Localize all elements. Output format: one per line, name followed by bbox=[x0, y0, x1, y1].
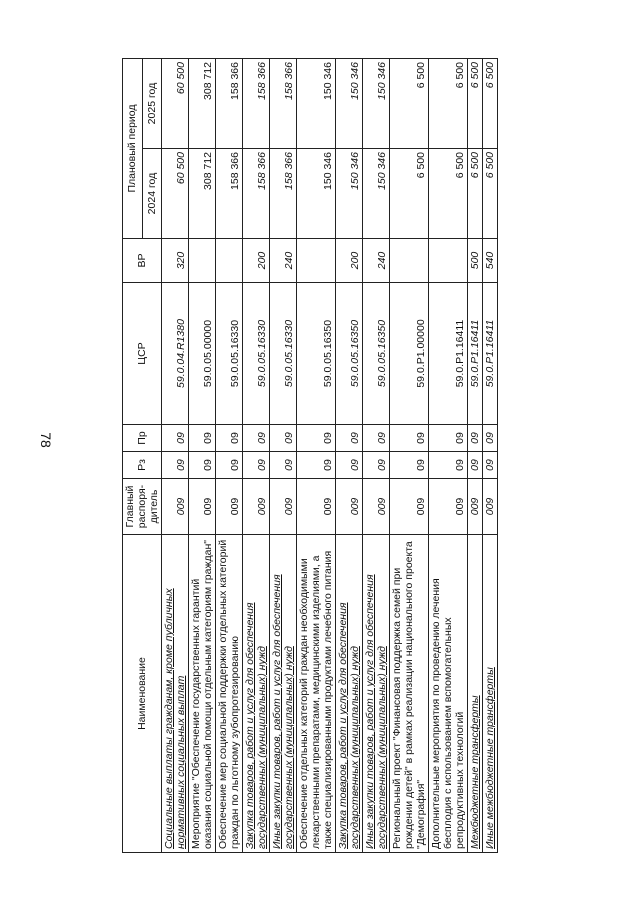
cell-gr bbox=[297, 479, 336, 535]
cell-csr bbox=[162, 283, 189, 425]
cell-gr-text: 009 bbox=[454, 497, 466, 516]
cell-csr-text: 59.0.05.16350 bbox=[322, 319, 334, 388]
cell-csr-text: 59.0.Р1.16411 bbox=[484, 319, 496, 388]
cell-v2025 bbox=[390, 59, 429, 149]
cell-csr bbox=[429, 283, 468, 425]
cell-v2024-text: 158 366 bbox=[256, 152, 268, 190]
cell-vr-text: 200 bbox=[256, 251, 268, 270]
cell-v2024 bbox=[363, 149, 390, 239]
cell-name bbox=[189, 535, 216, 853]
cell-vr-text: 200 bbox=[349, 251, 361, 270]
table-row bbox=[189, 59, 216, 853]
cell-v2024 bbox=[468, 149, 483, 239]
cell-v2025-text: 158 366 bbox=[283, 62, 295, 100]
cell-vr bbox=[483, 239, 498, 283]
cell-v2024 bbox=[429, 149, 468, 239]
cell-vr bbox=[189, 239, 216, 283]
header-csr: ЦСР bbox=[123, 283, 162, 425]
cell-name bbox=[243, 535, 270, 853]
cell-rz bbox=[363, 452, 390, 479]
cell-v2025 bbox=[297, 59, 336, 149]
cell-v2025-text: 6 500 bbox=[484, 62, 496, 89]
cell-gr bbox=[270, 479, 297, 535]
cell-pr bbox=[336, 425, 363, 452]
cell-rz bbox=[468, 452, 483, 479]
cell-gr-text: 009 bbox=[484, 497, 496, 516]
table-row bbox=[483, 59, 498, 853]
cell-rz-text: 09 bbox=[229, 459, 241, 471]
cell-rz bbox=[297, 452, 336, 479]
cell-name-text: Мероприятие "Обеспечение государственных гарантий оказания социальной помощи отдельным категориям граждан" bbox=[190, 540, 214, 849]
cell-csr bbox=[390, 283, 429, 425]
cell-v2025 bbox=[270, 59, 297, 149]
cell-csr-text: 59.0.Р1.16411 bbox=[454, 319, 466, 388]
cell-csr bbox=[243, 283, 270, 425]
cell-name-text: Дополнительные мероприятия по проведению лечения бесплодия с использованием вспомогательных репродуктивных технологий bbox=[430, 578, 466, 849]
cell-rz-text: 09 bbox=[175, 459, 187, 471]
table-row bbox=[468, 59, 483, 853]
cell-pr bbox=[270, 425, 297, 452]
rotated-table-wrapper bbox=[122, 59, 586, 853]
cell-rz-text: 09 bbox=[415, 459, 427, 471]
cell-gr-text: 009 bbox=[415, 497, 427, 516]
cell-vr-text: 540 bbox=[484, 251, 496, 270]
cell-v2024-text: 158 366 bbox=[229, 152, 241, 190]
cell-rz-text: 09 bbox=[202, 459, 214, 471]
table-row bbox=[162, 59, 189, 853]
cell-pr bbox=[162, 425, 189, 452]
cell-csr bbox=[216, 283, 243, 425]
cell-csr-text: 59.0.05.16330 bbox=[229, 319, 241, 388]
cell-rz bbox=[429, 452, 468, 479]
cell-name-text: Иные закупки товаров, работ и услуг для обеспечения государственных (муниципальных) нужд bbox=[271, 574, 295, 849]
header-period: Плановый период bbox=[123, 59, 143, 239]
cell-v2025-text: 6 500 bbox=[415, 62, 427, 89]
table-row bbox=[270, 59, 297, 853]
cell-csr bbox=[189, 283, 216, 425]
cell-name bbox=[483, 535, 498, 853]
cell-rz bbox=[216, 452, 243, 479]
cell-csr-text: 59.0.04.R1380 bbox=[175, 319, 187, 388]
cell-v2025-text: 158 366 bbox=[229, 62, 241, 100]
cell-v2025-text: 308 712 bbox=[202, 62, 214, 100]
cell-gr bbox=[429, 479, 468, 535]
cell-v2024 bbox=[162, 149, 189, 239]
cell-v2025-text: 150 346 bbox=[349, 62, 361, 100]
cell-v2024-text: 6 500 bbox=[469, 152, 481, 179]
cell-v2024-text: 158 366 bbox=[283, 152, 295, 190]
cell-v2025-text: 158 366 bbox=[256, 62, 268, 100]
cell-v2025 bbox=[429, 59, 468, 149]
cell-v2024 bbox=[243, 149, 270, 239]
cell-name-text: Обеспечение мер социальной поддержки отдельных категорий граждан по льготному зубопротезированию bbox=[217, 539, 241, 849]
cell-v2025-text: 6 500 bbox=[454, 62, 466, 89]
cell-pr-text: 09 bbox=[229, 432, 241, 444]
cell-pr-text: 09 bbox=[349, 432, 361, 444]
cell-name-text: Обеспечение отдельных категорий граждан необходимыми лекарственными препаратами, медицинскими изделиями, а также специализированными продуктами лечебного питания bbox=[298, 550, 334, 849]
cell-gr-text: 009 bbox=[349, 497, 361, 516]
cell-gr-text: 009 bbox=[283, 497, 295, 516]
cell-name bbox=[162, 535, 189, 853]
cell-rz bbox=[243, 452, 270, 479]
cell-gr-text: 009 bbox=[202, 497, 214, 516]
cell-v2024 bbox=[336, 149, 363, 239]
cell-pr bbox=[429, 425, 468, 452]
cell-pr-text: 09 bbox=[283, 432, 295, 444]
cell-csr-text: 59.0.05.00000 bbox=[202, 319, 214, 388]
cell-v2024-text: 6 500 bbox=[415, 152, 427, 179]
cell-v2024-text: 150 346 bbox=[376, 152, 388, 190]
cell-gr-text: 009 bbox=[376, 497, 388, 516]
cell-vr-text: 320 bbox=[175, 251, 187, 270]
cell-vr bbox=[336, 239, 363, 283]
cell-v2024 bbox=[189, 149, 216, 239]
cell-v2024 bbox=[297, 149, 336, 239]
cell-name bbox=[468, 535, 483, 853]
cell-gr-text: 009 bbox=[175, 497, 187, 516]
cell-vr bbox=[216, 239, 243, 283]
cell-rz bbox=[162, 452, 189, 479]
cell-gr-text: 009 bbox=[229, 497, 241, 516]
cell-v2025-text: 6 500 bbox=[469, 62, 481, 89]
cell-rz bbox=[483, 452, 498, 479]
cell-vr bbox=[363, 239, 390, 283]
cell-pr-text: 09 bbox=[376, 432, 388, 444]
cell-vr bbox=[297, 239, 336, 283]
header-row bbox=[123, 59, 143, 853]
cell-rz bbox=[189, 452, 216, 479]
cell-v2024-text: 6 500 bbox=[484, 152, 496, 179]
cell-rz-text: 09 bbox=[454, 459, 466, 471]
cell-rz bbox=[390, 452, 429, 479]
cell-v2025 bbox=[363, 59, 390, 149]
cell-pr-text: 09 bbox=[484, 432, 496, 444]
cell-v2024-text: 150 346 bbox=[349, 152, 361, 190]
cell-gr bbox=[243, 479, 270, 535]
cell-v2025 bbox=[216, 59, 243, 149]
header-vr: ВР bbox=[123, 239, 162, 283]
cell-v2025 bbox=[336, 59, 363, 149]
header-rz: Рз bbox=[123, 452, 162, 479]
header-gr: Главный распоря-дитель bbox=[123, 479, 162, 535]
cell-rz-text: 09 bbox=[322, 459, 334, 471]
cell-vr-text: 240 bbox=[376, 251, 388, 270]
cell-gr bbox=[390, 479, 429, 535]
cell-v2025 bbox=[243, 59, 270, 149]
table-body bbox=[162, 59, 498, 853]
cell-vr bbox=[270, 239, 297, 283]
cell-pr-text: 09 bbox=[322, 432, 334, 444]
cell-name-text: Межбюджетные трансферты bbox=[469, 695, 481, 849]
cell-gr-text: 009 bbox=[322, 497, 334, 516]
cell-v2024-text: 308 712 bbox=[202, 152, 214, 190]
cell-name bbox=[363, 535, 390, 853]
cell-name bbox=[429, 535, 468, 853]
cell-rz-text: 09 bbox=[256, 459, 268, 471]
table-row bbox=[429, 59, 468, 853]
cell-pr-text: 09 bbox=[454, 432, 466, 444]
cell-v2025-text: 60 500 bbox=[175, 62, 187, 95]
cell-gr bbox=[189, 479, 216, 535]
cell-pr-text: 09 bbox=[202, 432, 214, 444]
cell-pr bbox=[216, 425, 243, 452]
cell-v2025-text: 150 346 bbox=[376, 62, 388, 100]
cell-rz-text: 09 bbox=[376, 459, 388, 471]
cell-pr bbox=[390, 425, 429, 452]
cell-name bbox=[336, 535, 363, 853]
cell-name-text: Иные закупки товаров, работ и услуг для обеспечения государственных (муниципальных) нужд bbox=[364, 574, 388, 849]
cell-csr bbox=[270, 283, 297, 425]
cell-v2025 bbox=[189, 59, 216, 149]
cell-gr bbox=[336, 479, 363, 535]
cell-rz-text: 09 bbox=[349, 459, 361, 471]
cell-v2025 bbox=[468, 59, 483, 149]
cell-name bbox=[297, 535, 336, 853]
cell-pr bbox=[363, 425, 390, 452]
cell-rz-text: 09 bbox=[469, 459, 481, 471]
cell-rz bbox=[270, 452, 297, 479]
cell-gr-text: 009 bbox=[256, 497, 268, 516]
cell-gr bbox=[483, 479, 498, 535]
cell-v2024-text: 6 500 bbox=[454, 152, 466, 179]
cell-gr-text: 009 bbox=[469, 497, 481, 516]
cell-v2024-text: 150 346 bbox=[322, 152, 334, 190]
cell-pr-text: 09 bbox=[256, 432, 268, 444]
cell-pr bbox=[468, 425, 483, 452]
table-row bbox=[390, 59, 429, 853]
cell-vr bbox=[390, 239, 429, 283]
cell-name bbox=[216, 535, 243, 853]
cell-pr bbox=[297, 425, 336, 452]
cell-csr bbox=[363, 283, 390, 425]
cell-v2024 bbox=[483, 149, 498, 239]
table-row bbox=[243, 59, 270, 853]
cell-v2024 bbox=[216, 149, 243, 239]
cell-pr bbox=[243, 425, 270, 452]
cell-vr-text: 500 bbox=[469, 251, 481, 270]
budget-table bbox=[122, 58, 498, 853]
header-2025: 2025 год bbox=[142, 59, 162, 149]
cell-gr bbox=[363, 479, 390, 535]
cell-gr bbox=[468, 479, 483, 535]
cell-vr-text: 240 bbox=[283, 251, 295, 270]
cell-gr bbox=[162, 479, 189, 535]
header-pr: Пр bbox=[123, 425, 162, 452]
cell-csr bbox=[336, 283, 363, 425]
table-row bbox=[297, 59, 336, 853]
table-row bbox=[216, 59, 243, 853]
cell-v2024 bbox=[390, 149, 429, 239]
cell-rz-text: 09 bbox=[484, 459, 496, 471]
cell-gr bbox=[216, 479, 243, 535]
cell-csr-text: 59.0.Р1.00000 bbox=[415, 319, 427, 388]
cell-rz bbox=[336, 452, 363, 479]
cell-csr-text: 59.0.05.16330 bbox=[256, 319, 268, 388]
cell-name-text: Закупка товаров, работ и услуг для обеспечения государственных (муниципальных) нужд bbox=[244, 602, 268, 849]
cell-csr bbox=[483, 283, 498, 425]
table-row bbox=[336, 59, 363, 853]
cell-csr-text: 59.0.05.16350 bbox=[349, 319, 361, 388]
cell-name-text: Региональный проект "Финансовая поддержка семей при рождении детей" в рамках реализации национального проекта "Демография" bbox=[391, 541, 427, 849]
page-number: 78 bbox=[38, 432, 54, 448]
cell-vr bbox=[429, 239, 468, 283]
cell-name bbox=[270, 535, 297, 853]
cell-csr-text: 59.0.05.16330 bbox=[283, 319, 295, 388]
table-row bbox=[363, 59, 390, 853]
cell-vr bbox=[162, 239, 189, 283]
cell-csr bbox=[297, 283, 336, 425]
cell-csr-text: 59.0.05.16350 bbox=[376, 319, 388, 388]
cell-pr-text: 09 bbox=[415, 432, 427, 444]
cell-csr-text: 59.0.Р1.16411 bbox=[469, 319, 481, 388]
cell-name-text: Социальные выплаты гражданам, кроме публичных нормативных социальных выплат bbox=[163, 588, 187, 849]
cell-name bbox=[390, 535, 429, 853]
cell-csr bbox=[468, 283, 483, 425]
cell-pr-text: 09 bbox=[175, 432, 187, 444]
cell-name-text: Иные межбюджетные трансферты bbox=[484, 667, 496, 849]
cell-v2025 bbox=[483, 59, 498, 149]
cell-name-text: Закупка товаров, работ и услуг для обеспечения государственных (муниципальных) нужд bbox=[337, 602, 361, 849]
cell-v2025-text: 150 346 bbox=[322, 62, 334, 100]
cell-v2024 bbox=[270, 149, 297, 239]
cell-vr bbox=[468, 239, 483, 283]
cell-v2024-text: 60 500 bbox=[175, 152, 187, 185]
cell-pr bbox=[483, 425, 498, 452]
cell-v2025 bbox=[162, 59, 189, 149]
header-2024: 2024 год bbox=[142, 149, 162, 239]
cell-pr bbox=[189, 425, 216, 452]
cell-vr bbox=[243, 239, 270, 283]
cell-pr-text: 09 bbox=[469, 432, 481, 444]
header-name: Наименование bbox=[123, 535, 162, 853]
cell-rz-text: 09 bbox=[283, 459, 295, 471]
